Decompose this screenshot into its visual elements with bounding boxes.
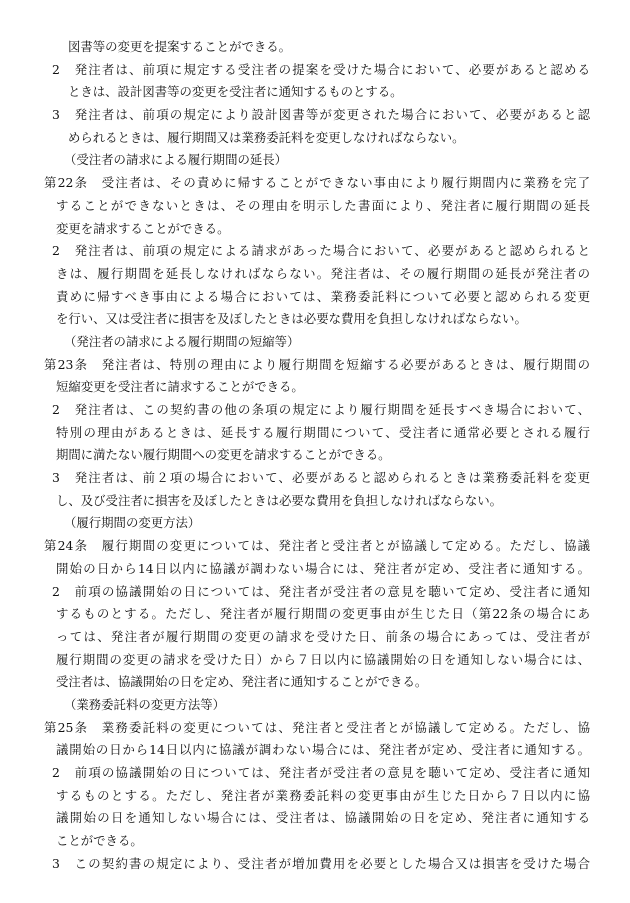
text-line: められるときは、履行期間又は業務委託料を変更しなければならない。: [68, 129, 465, 145]
text-line: 3 発注者は、前２項の場合において、必要があると認められるときは業務委託料を変更: [52, 470, 590, 486]
text-line: することができないときは、その理由を明示した書面により、発注者に履行期間の延長: [56, 197, 590, 213]
text-line: 開始の日から14日以内に協議が調わない場合には、発注者が定め、受注者に通知する。: [56, 560, 590, 576]
text-line: 図書等の変更を提案することができる。: [68, 39, 292, 54]
text-line: 議開始の日を通知しない場合には、受注者は、協議開始の日を定め、発注者に通知する: [56, 810, 590, 826]
text-line: 短縮変更を受注者に請求することができる。: [56, 379, 304, 395]
text-line: するものとする。ただし、発注者が履行期間の変更事由が生じた日（第22条の場合にあ: [56, 606, 590, 622]
section-heading: （発注者の請求による履行期間の短縮等）: [64, 333, 300, 349]
text-line: し、及び受注者に損害を及ぼしたときは必要な費用を負担しなければならない。: [56, 492, 503, 508]
text-line: を行い、又は受注者に損害を及ぼしたときは必要な費用を負担しなければならない。: [56, 311, 527, 327]
text-line: 2 発注者は、前項に規定する受注者の提案を受けた場合において、必要があると認める: [52, 61, 590, 77]
text-line: 特別の理由があるときは、延長する履行期間について、受注者に通常必要とされる履行: [56, 424, 590, 440]
text-line: 責めに帰すべき事由による場合においては、業務委託料について必要と認められる変更: [56, 288, 590, 304]
text-line: 2 発注者は、前項の規定による請求があった場合において、必要があると認められると: [52, 243, 590, 259]
text-line: ことができる。: [56, 833, 143, 849]
text-line: 2 前項の協議開始の日については、発注者が受注者の意見を聴いて定め、受注者に通知: [52, 765, 590, 780]
text-line: 第24条 履行期間の変更については、発注者と受注者とが協議して定める。ただし、協議: [44, 538, 590, 554]
section-heading: （履行期間の変更方法）: [64, 515, 201, 531]
text-line: 2 発注者は、この契約書の他の条項の規定により履行期間を延長すべき場合において、: [52, 402, 590, 417]
text-line: ときは、設計図書等の変更を受注者に通知するものとする。: [68, 84, 403, 100]
text-line: 3 この契約書の規定により、受注者が増加費用を必要とした場合又は損害を受けた場合: [52, 855, 590, 871]
text-line: 第23条 発注者は、特別の理由により履行期間を短縮する必要があるときは、履行期間の: [44, 356, 590, 372]
text-line: 受注者は、協議開始の日を定め、発注者に通知することができる。: [56, 674, 428, 690]
section-heading: （業務委託料の変更方法等）: [64, 696, 226, 712]
text-line: 議開始の日から14日以内に協議が調わない場合には、発注者が定め、受注者に通知する。: [56, 742, 590, 758]
text-line: 3 発注者は、前項の規定により設計図書等が変更された場合において、必要があると認: [52, 107, 590, 123]
text-line: するものとする。ただし、発注者が業務委託料の変更事由が生じた日から７日以内に協: [56, 787, 590, 803]
text-line: きは、履行期間を延長しなければならない。発注者は、その履行期間の延長が発注者の: [56, 265, 590, 281]
text-line: 変更を請求することができる。: [56, 220, 230, 236]
document-body: [44, 36, 590, 875]
text-line: 期間に満たない履行期間への変更を請求することができる。: [56, 447, 391, 463]
text-line: 2 前項の協議開始の日については、発注者が受注者の意見を聴いて定め、受注者に通知: [52, 583, 590, 599]
text-line: 第22条 受注者は、その責めに帰することができない事由により履行期間内に業務を完了: [44, 175, 590, 191]
text-line: 履行期間の変更の請求を受けた日）から７日以内に協議開始の日を通知しない場合には、: [56, 651, 590, 667]
text-line: 第25条 業務委託料の変更については、発注者と受注者とが協議して定める。ただし、協: [44, 719, 590, 735]
section-heading: （受注者の請求による履行期間の延長）: [64, 152, 288, 168]
text-line: っては、発注者が履行期間の変更の請求を受けた日、前条の場合にあっては、受注者が: [56, 628, 590, 644]
